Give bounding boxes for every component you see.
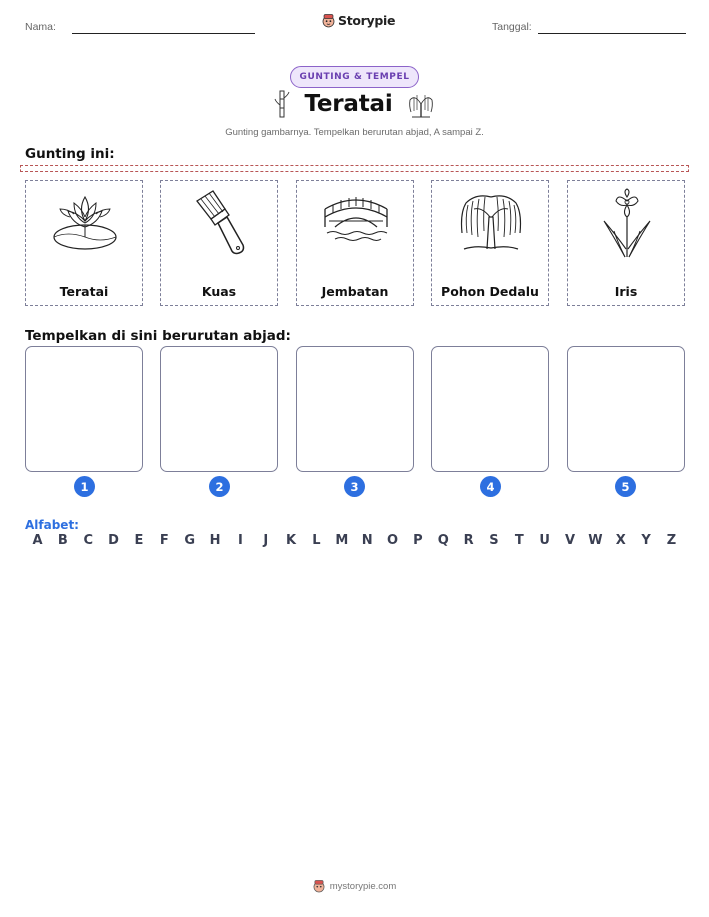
order-number-5: 5 (615, 476, 636, 497)
footer-url[interactable]: mystorypie.com (329, 880, 397, 892)
alphabet-letter: B (57, 533, 68, 548)
name-label: Nama: (25, 21, 56, 33)
storypie-mascot-icon (322, 13, 335, 28)
cut-card-kuas[interactable] (160, 180, 278, 306)
cut-card-label: Iris (614, 284, 638, 299)
paste-box-4[interactable] (431, 346, 549, 472)
alphabet-letter: D (108, 533, 119, 548)
paintbrush-icon (185, 187, 255, 259)
cut-card-label: Jembatan (321, 284, 389, 299)
lotus-icon (50, 187, 120, 253)
logo-text: Storypie (338, 13, 396, 28)
alphabet-row (25, 533, 684, 548)
alphabet-letter: Q (437, 533, 449, 548)
alphabet-letter: Z (666, 533, 677, 548)
name-line[interactable] (72, 33, 255, 34)
willow-tree-icon (456, 187, 526, 253)
paste-box-3[interactable] (296, 346, 414, 472)
alphabet-letter: K (286, 533, 297, 548)
alphabet-title: Alfabet: (25, 518, 79, 532)
cut-section-title: Gunting ini: (25, 146, 115, 162)
alphabet-letter: N (361, 533, 373, 548)
cut-line (20, 165, 689, 172)
alphabet-letter: F (159, 533, 169, 548)
alphabet-letter: O (387, 533, 399, 548)
alphabet-letter: A (32, 533, 43, 548)
order-number-1: 1 (74, 476, 95, 497)
alphabet-letter: I (237, 533, 243, 548)
alphabet-letter: V (565, 533, 576, 548)
alphabet-letter: C (83, 533, 93, 548)
cut-card-iris[interactable] (567, 180, 685, 306)
title-row (0, 90, 709, 118)
storypie-logo (322, 13, 395, 28)
date-line[interactable] (538, 33, 686, 34)
alphabet-letter: T (514, 533, 524, 548)
alphabet-letter: W (588, 533, 603, 548)
cut-card-label: Pohon Dedalu (441, 284, 539, 299)
iris-flower-icon (592, 187, 662, 259)
alphabet-letter: L (312, 533, 321, 548)
order-number-4: 4 (480, 476, 501, 497)
date-label: Tanggal: (492, 21, 532, 33)
cut-card-pohon-dedalu[interactable] (431, 180, 549, 306)
alphabet-letter: M (335, 533, 349, 548)
cut-card-label: Teratai (59, 284, 109, 299)
alphabet-letter: E (134, 533, 144, 548)
paste-box-5[interactable] (567, 346, 685, 472)
cut-card-jembatan[interactable] (296, 180, 414, 306)
cut-card-teratai[interactable] (25, 180, 143, 306)
page-title: Teratai (304, 91, 393, 117)
alphabet-letter: U (539, 533, 550, 548)
alphabet-letter: S (489, 533, 499, 548)
alphabet-letter: R (463, 533, 474, 548)
storypie-mascot-icon (313, 879, 325, 893)
bridge-icon (321, 187, 391, 247)
order-number-3: 3 (344, 476, 365, 497)
willow-tree-icon (407, 90, 435, 118)
alphabet-letter: J (263, 533, 269, 548)
paste-section-title: Tempelkan di sini berurutan abjad: (25, 328, 291, 344)
alphabet-letter: G (184, 533, 195, 548)
bamboo-icon (274, 90, 290, 118)
footer (0, 879, 709, 893)
cut-card-label: Kuas (201, 284, 237, 299)
instructions: Gunting gambarnya. Tempelkan berurutan abjad, A sampai Z. (225, 127, 484, 138)
order-number-2: 2 (209, 476, 230, 497)
alphabet-letter: X (615, 533, 626, 548)
activity-badge: GUNTING & TEMPEL (290, 66, 419, 88)
alphabet-letter: Y (641, 533, 651, 548)
paste-box-1[interactable] (25, 346, 143, 472)
alphabet-letter: P (413, 533, 423, 548)
paste-box-2[interactable] (160, 346, 278, 472)
alphabet-letter: H (209, 533, 221, 548)
